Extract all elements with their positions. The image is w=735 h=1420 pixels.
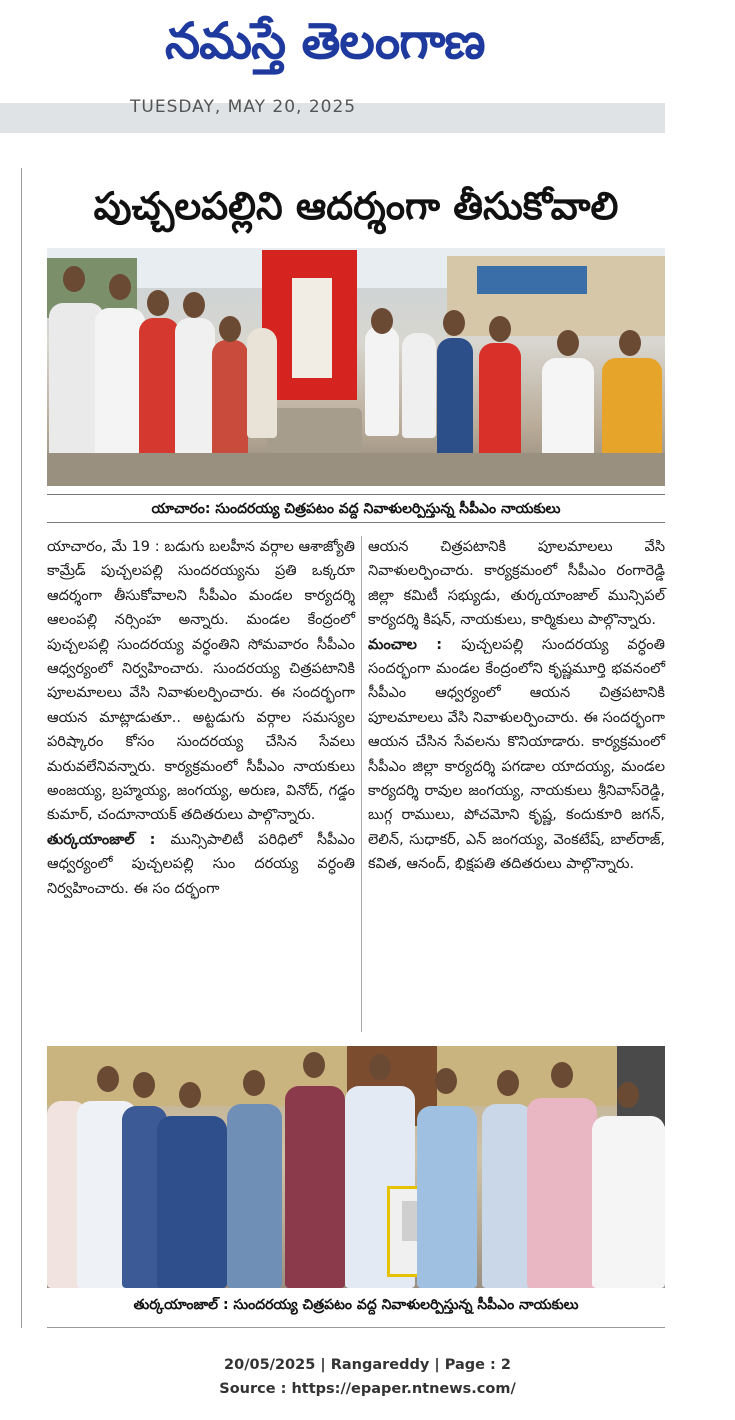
photo1-caption-rule-bottom <box>47 522 665 523</box>
source-link[interactable]: Source : https://epaper.ntnews.com/ <box>219 1381 516 1397</box>
rally-photo <box>47 248 665 486</box>
article-paragraph <box>368 633 665 877</box>
issue-date: TUESDAY, MAY 20, 2025 <box>130 97 357 117</box>
newspaper-logo: నమస్తే తెలంగాణ <box>165 12 485 70</box>
column-divider <box>361 536 362 1032</box>
masthead <box>0 0 735 90</box>
left-column-rule <box>21 168 22 1328</box>
paragraph-text: మున్సిపాలిటీ పరిధిలో సీపీఎం ఆధ్వర్యంలో పుచ్చలపల్లి సుం దరయ్య వర్ధంతి నిర్వహించారు. ఈ సం దర్భంగా <box>47 831 356 897</box>
article-headline: పుచ్చలపల్లిని ఆదర్శంగా తీసుకోవాలి <box>93 184 619 228</box>
tribute-photo <box>47 1046 665 1288</box>
date-band <box>0 97 665 133</box>
paragraph-text: ఆయన చిత్రపటానికి పూలమాలలు వేసి నివాళులర్పించారు. కార్యక్రమంలో సీపీఎం రంగారెడ్డి జిల్లా కమిటీ సభ్యుడు, తుర్కయాంజాల్ మున్సిపల్ కార్యదర్శి కిషన్, నాయకులు, కార్మికులు పాల్గొన్నారు. <box>368 539 665 629</box>
article-paragraph <box>47 535 355 828</box>
dateline-manchala: మంచాల : <box>368 636 462 653</box>
article-paragraph <box>47 828 355 901</box>
paragraph-text: పుచ్చలపల్లి సుందరయ్య వర్ధంతి సందర్భంగా మండల కేంద్రంలోని కృష్ణమూర్తి భవనంలో సీపీఎం ఆధ్వర్యంలో ఆయన చిత్రపటానికి పూలమాలలు వేసి నివాళులర్పించారు. ఈ సందర్భంగా ఆయన చేసిన సేవలను కొనియాడారు. కార్యక్రమంలో సీపీఎం జిల్లా కార్యదర్శి పగడాల యాదయ్య, మండల కార్యదర్శి రావుల జంగయ్య, నాయకులు శ్రీనివాస్‌రెడ్డి, బుగ్గ రాములు, పోచమోని కృష్ణ, కందుకూరి జగన్, లెలిన్, సుధాకర్, ఎన్ జంగయ్య, వెంకటేష్, బాల్‌రాజ్, కవిత, ఆనంద్, భిక్షపతి తదితరులు పాల్గొన్నారు. <box>368 636 665 873</box>
article-column-left <box>47 535 355 1035</box>
photo1-caption: యాచారం: సుందరయ్య చిత్రపటం వద్ద నివాళులర్పిస్తున్న సీపీఎం నాయకులు <box>151 501 561 517</box>
paragraph-text: యాచారం, మే 19 : బడుగు బలహీన వర్గాల ఆశాజ్యోతి కామ్రేడ్ పుచ్చలపల్లి సుందరయ్యను ప్రతి ఒక్కరూ ఆదర్శంగా తీసుకోవాలని సీపీఎం మండల కార్యదర్శి ఆలంపల్లి నర్సింహ అన్నారు. మండల కేంద్రంలో పుచ్చలపల్లి సుందరయ్య వర్ధంతిని సోమవారం సీపీఎం ఆధ్వర్యంలో నిర్వహించారు. సుందరయ్య చిత్రపటానికి పూలమాలలు వేసి నివాళులర్పించారు. ఈ సందర్భంగా ఆయన మాట్లాడుతూ.. అట్టడుగు వర్గాల సమస్యల పరిష్కారం కోసం సుందరయ్య చేసిన సేవలు మరువలేనివన్నారు. కార్యక్రమంలో సీపీఎం నాయకులు అంజయ్య, బ్రహ్మయ్య, జంగయ్య, అరుణ, వినోద్, గడ్డం కుమార్, చందూనాయక్ తదితరులు పాల్గొన్నారు. <box>47 539 355 824</box>
article-paragraph <box>368 535 665 633</box>
page-meta: 20/05/2025 | Rangareddy | Page : 2 <box>224 1357 511 1373</box>
footer-rule <box>47 1327 665 1328</box>
photo1-caption-rule-top <box>47 494 665 495</box>
dateline-turkayamjal: తుర్కయాంజాల్ : <box>47 831 171 848</box>
article-column-right <box>368 535 665 1035</box>
photo2-caption: తుర్కయాంజాల్ : సుందరయ్య చిత్రపటం వద్ద నివాళులర్పిస్తున్న సీపీఎం నాయకులు <box>133 1297 579 1313</box>
